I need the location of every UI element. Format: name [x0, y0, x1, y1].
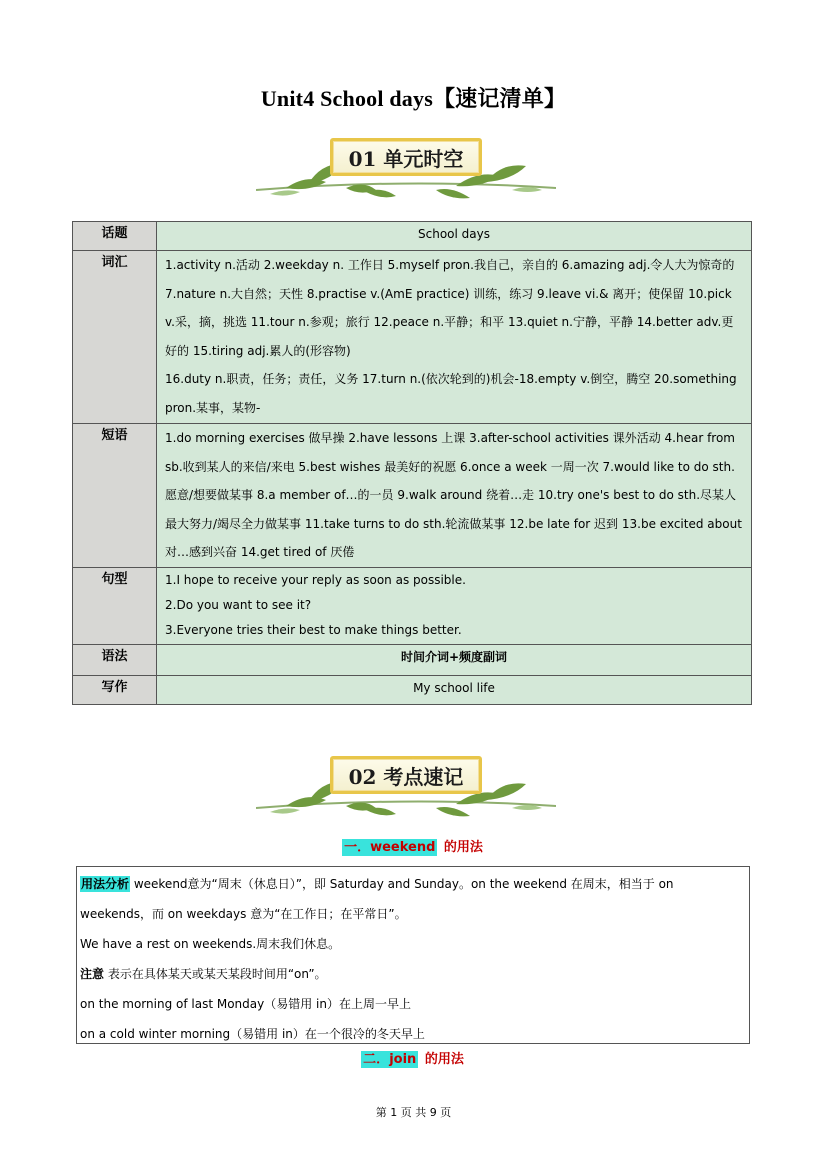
section-banner-unit-overview: [256, 138, 556, 206]
row-head-topic: 话题: [73, 222, 157, 251]
table-row-grammar: [73, 644, 752, 675]
table-row-topic: [73, 222, 752, 251]
table-row-vocab: [73, 251, 752, 424]
grammar-value: 时间介词+频度副词: [157, 644, 752, 675]
writing-value: My school life: [157, 675, 752, 704]
heading-word: join: [389, 1052, 417, 1067]
table-row-writing: [73, 675, 752, 704]
section-banner-key-points: [256, 756, 556, 824]
row-head-grammar: 语法: [73, 644, 157, 675]
phrases-text: 1.do morning exercises 做早操 2.have lessons 上课 3.after-school activities 课外活动 4.hear from sb.收到某人的来信/来电 5.best wishes 最美好的祝愿 6.once a week 一周一次 7.would like to do sth.愿意/想要做某事 8.a member of…的一员 9.walk around 绕着…走 10.try one's best to do sth.尽某人最大努力/竭尽全力做某事 11.take turns to do sth.轮流做某事 12.be late for 迟到 13.be excited about 对…感到兴奋 14.get tired of 厌倦: [157, 424, 752, 568]
usage-analysis-text: weekend意为“周末（休息日）”，即 Saturday and Sunday。on the weekend 在周末，相当于 on weekends，而 on weekdays 意为“在工作日；在平常日”。: [80, 877, 674, 921]
heading-prefix: 一．: [344, 840, 371, 855]
row-head-phrases: 短语: [73, 424, 157, 568]
heading-suffix: 的用法: [420, 1052, 464, 1067]
note-text: 表示在具体某天或某天某段时间用“on”。: [104, 967, 327, 981]
unit-overview-table: [72, 221, 752, 705]
sentence-item: 3.Everyone tries their best to make things better.: [165, 622, 462, 637]
note-tag: 注意: [80, 967, 105, 981]
weekend-usage-box: [76, 866, 750, 1044]
vocab-text-2: 16.duty n.职责，任务；责任，义务 17.turn n.(依次轮到的)机会-18.empty v.倒空，腾空 20.something pron.某事，某物-: [165, 372, 737, 415]
section-heading-highlight: [361, 1051, 418, 1068]
table-row-sentences: [73, 567, 752, 644]
usage-note: [80, 959, 746, 989]
page-title: Unit4 School days【速记清单】: [260, 86, 567, 111]
banner-plaque: 01 单元时空: [330, 138, 482, 176]
sentence-item: 1.I hope to receive your reply as soon as possible.: [165, 572, 466, 587]
sentences-cell: [157, 567, 752, 644]
usage-analysis: [80, 869, 746, 929]
page-footer: 第 1 页 共 9 页: [375, 1106, 452, 1119]
usage-analysis-tag: 用法分析: [81, 877, 130, 891]
section-heading-highlight: [342, 839, 437, 856]
heading-prefix: 二．: [363, 1052, 390, 1067]
vocab-text-1: 1.activity n.活动 2.weekday n. 工作日 5.myself pron.我自己，亲自的 6.amazing adj.令人大为惊奇的 7.nature n.大自然；天性 8.practise v.(AmE practice) 训练，练习 9.leave vi.& 离开；使保留 10.pick v.采，摘，挑选 11.tour n.参观；旅行 12.peace n.平静；和平 13.quiet n.宁静，平静 14.better adv.更好的 15.tiring adj.累人的(形容物): [165, 258, 735, 358]
topic-value: School days: [157, 222, 752, 251]
row-head-writing: 写作: [73, 675, 157, 704]
section-heading-weekend: [0, 836, 827, 855]
usage-example: on the morning of last Monday（易错用 in）在上周一早上: [80, 997, 411, 1011]
table-row-phrases: [73, 424, 752, 568]
heading-suffix: 的用法: [439, 840, 483, 855]
vocab-cell: [157, 251, 752, 424]
sentence-item: 2.Do you want to see it?: [165, 597, 312, 612]
usage-example: on a cold winter morning（易错用 in）在一个很冷的冬天早上: [80, 1027, 425, 1041]
section-heading-join: [0, 1048, 827, 1067]
row-head-sentences: 句型: [73, 567, 157, 644]
banner-plaque: 02 考点速记: [330, 756, 482, 794]
row-head-vocab: 词汇: [73, 251, 157, 424]
usage-example: We have a rest on weekends.周末我们休息。: [80, 937, 341, 951]
heading-word: weekend: [370, 840, 436, 855]
